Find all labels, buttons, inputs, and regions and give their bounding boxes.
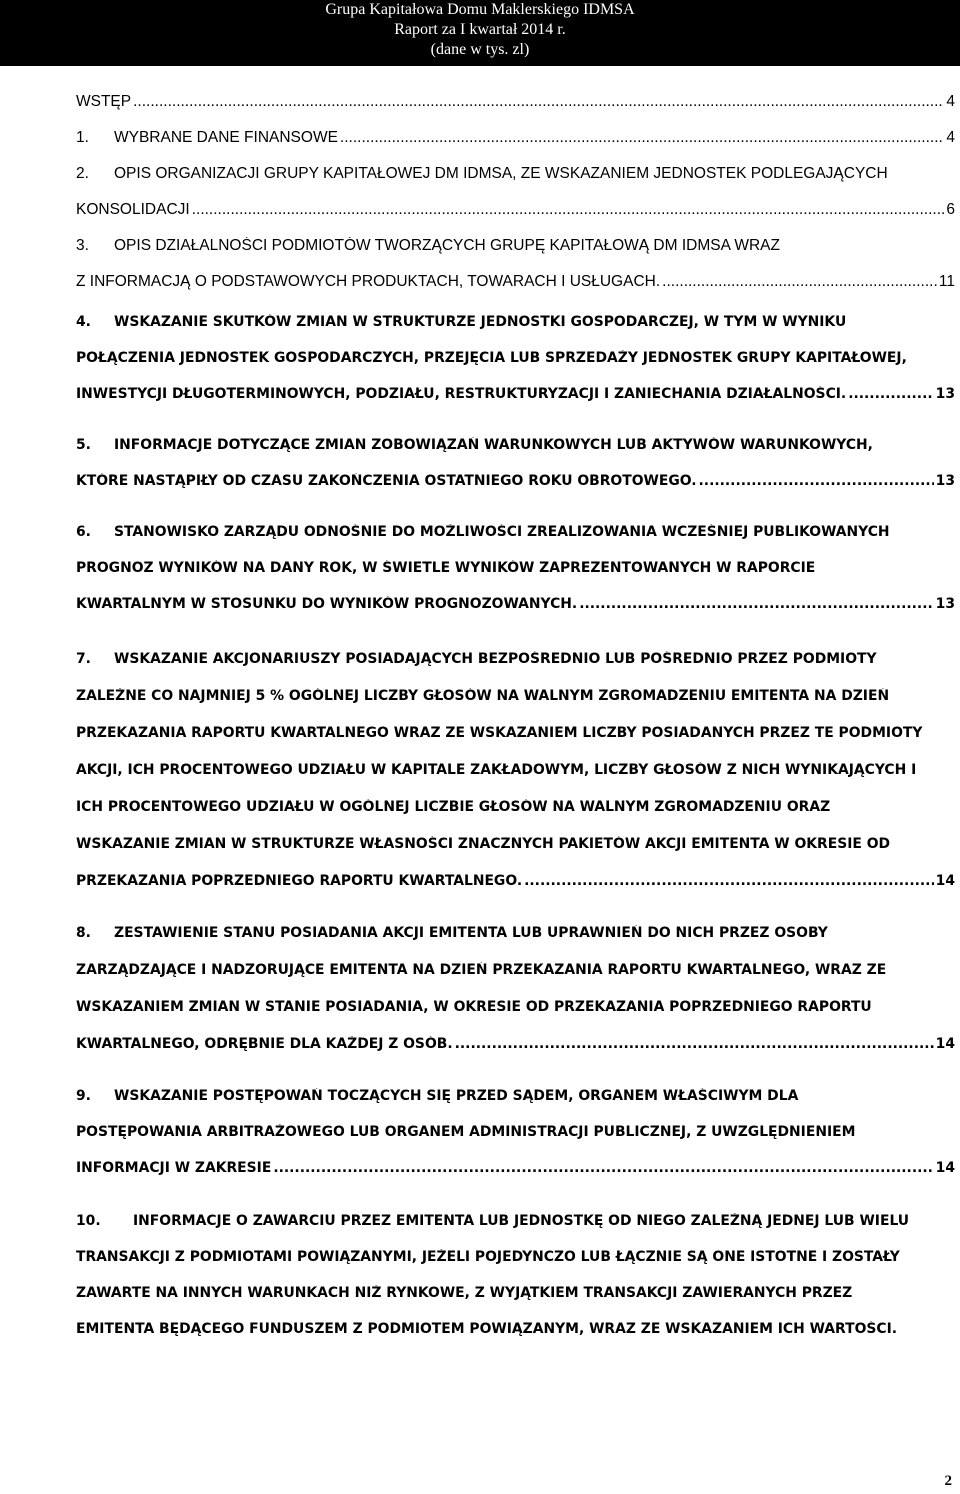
toc-label: INFORMACJI W ZAKRESIE [76,1160,272,1176]
toc-label: EMITENTA BĘDĄCEGO FUNDUSZEM Z PODMIOTEM POWIĄZANYM, WRAZ ZE WSKAZANIEM ICH WARTOŚCI. [76,1321,898,1337]
toc-number: 3. [76,237,89,254]
toc-label: AKCJI, ICH PROCENTOWEGO UDZIAŁU W KAPITALE ZAKŁADOWYM, LICZBY GŁOSÓW Z NICH WYNIKAJĄCYCH I [76,762,917,778]
toc-page: 13 [935,473,955,489]
toc-label: WSKAZANIE ZMIAN W STRUKTURZE WŁASNOŚCI ZNACZNYCH PAKIETÓW AKCJI EMITENTA W OKRESIE OD [76,836,891,852]
toc-line [76,1088,955,1122]
toc-label: ZARZĄDZAJĄCE I NADZORUJĄCE EMITENTA NA DZIEŃ PRZEKAZANIA RAPORTU KWARTALNEGO, WRAZ ZE [76,962,887,978]
toc-number: 10. [76,1213,101,1229]
toc-label: ZAWARTE NA INNYCH WARUNKACH NIŻ RYNKOWE, Z WYJĄTKIEM TRANSAKCJI ZAWIERANYCH PRZEZ [76,1285,853,1301]
toc-leader [848,386,933,402]
toc-line [76,1213,955,1247]
toc-number: 6. [76,524,91,540]
toc-page: 4 [946,129,955,146]
toc-leader [455,1036,934,1052]
toc-line [76,1321,955,1355]
toc-line [76,999,955,1033]
toc-line [76,651,955,685]
toc-page: 13 [935,596,955,612]
toc-line [76,799,955,833]
toc-line [76,725,955,759]
toc-line [76,1249,955,1283]
toc-line [76,688,955,722]
toc-line [76,165,955,199]
toc-page: 14 [935,1036,955,1052]
toc-label: WSKAZANIEM ZMIAN W STANIE POSIADANIA, W OKRESIE OD PRZEKAZANIA POPRZEDNIEGO RAPORTU [76,999,872,1015]
toc-line [76,1124,955,1158]
toc-label: TRANSAKCJI Z PODMIOTAMI POWIĄZANYMI, JEŻELI POJEDYNCZO LUB ŁĄCZNIE SĄ ONE ISTOTNE I ZOSTAŁY [76,1249,900,1265]
toc-line [76,925,955,959]
toc-leader [340,129,944,147]
toc-label: OPIS ORGANIZACJI GRUPY KAPITAŁOWEJ DM IDMSA, ZE WSKAZANIEM JEDNOSTEK PODLEGAJĄCYCH [114,165,888,182]
toc-line [76,237,955,271]
toc-line [76,386,955,420]
toc-label: STANOWISKO ZARZĄDU ODNOŚNIE DO MOŻLIWOŚCI ZREALIZOWANIA WCZEŚNIEJ PUBLIKOWANYCH [114,524,890,540]
toc-page: 13 [935,386,955,402]
toc-line [76,1036,955,1070]
toc-line [76,524,955,558]
toc-label: WSKAZANIE SKUTKÓW ZMIAN W STRUKTURZE JEDNOSTKI GOSPODARCZEJ, W TYM W WYNIKU [114,314,847,330]
toc-label: POSTĘPOWANIA ARBITRAŻOWEGO LUB ORGANEM ADMINISTRACJI PUBLICZNEJ, Z UWZGLĘDNIENIEM [76,1124,856,1140]
toc-line [76,273,955,307]
toc-label: PRZEKAZANIA RAPORTU KWARTALNEGO WRAZ ZE WSKAZANIEM LICZBY POSIADANYCH PRZEZ TE PODMIOTY [76,725,923,741]
toc-number: 4. [76,314,91,330]
toc-line [76,314,955,348]
toc-number: 8. [76,925,91,941]
toc-line [76,596,955,630]
toc-line [76,962,955,996]
toc-line [76,836,955,870]
toc-line [76,560,955,594]
toc-leader [524,873,934,889]
toc-line [76,1160,955,1194]
toc-label: WSTĘP [76,93,132,110]
toc-label: POŁĄCZENIA JEDNOSTEK GOSPODARCZYCH, PRZEJĘCIA LUB SPRZEDAŻY JEDNOSTEK GRUPY KAPITAŁOWEJ, [76,350,907,366]
toc-leader [192,201,945,219]
toc-label: WSKAZANIE AKCJONARIUSZY POSIADAJĄCYCH BEZPOŚREDNIO LUB POŚREDNIO PRZEZ PODMIOTY [114,651,877,667]
toc-line [76,437,955,471]
toc-label: WSKAZANIE POSTĘPOWAŃ TOCZĄCYCH SIĘ PRZED SĄDEM, ORGANEM WŁAŚCIWYM DLA [114,1088,799,1104]
page-number: 2 [944,1473,952,1489]
toc-line [76,1285,955,1319]
toc-label: KTÓRE NASTĄPIŁY OD CZASU ZAKOŃCZENIA OSTATNIEGO ROKU OBROTOWEGO. [76,473,697,489]
toc-page: 6 [946,201,955,218]
toc-entry-intro[interactable] [76,93,955,127]
toc-label: KWARTALNYM W STOSUNKU DO WYNIKÓW PROGNOZOWANYCH. [76,596,578,612]
header-units: (dane w tys. zl) [430,41,530,58]
toc-page: 14 [935,1160,955,1176]
toc-label: ZALEŻNE CO NAJMNIEJ 5 % OGÓLNEJ LICZBY GŁOSÓW NA WALNYM ZGROMADZENIU EMITENTA NA DZIEŃ [76,688,890,704]
toc-page: 14 [935,873,955,889]
document-header [0,0,960,66]
toc-page: 4 [946,93,955,110]
toc-number: 1. [76,129,89,146]
toc-leader [273,1160,933,1176]
header-company: Grupa Kapitałowa Domu Maklerskiego IDMSA [325,1,635,18]
toc-label: WYBRANE DANE FINANSOWE [114,129,338,146]
toc-line [76,350,955,384]
toc-label: KWARTALNEGO, ODRĘBNIE DLA KAŻDEJ Z OSÓB. [76,1036,453,1052]
toc-label: ICH PROCENTOWEGO UDZIAŁU W OGÓLNEJ LICZBIE GŁOSÓW NA WALNYM ZGROMADZENIU ORAZ [76,799,831,815]
toc-line [76,201,955,235]
toc-leader [133,93,944,111]
toc-page: 11 [938,273,955,290]
toc-leader [579,596,933,612]
toc-label: INFORMACJE O ZAWARCIU PRZEZ EMITENTA LUB JEDNOSTKĘ OD NIEGO ZALEŻNĄ JEDNEJ LUB WIELU [133,1213,910,1229]
toc-label: Z INFORMACJĄ O PODSTAWOWYCH PRODUKTACH, TOWARACH I USŁUGACH. [76,273,661,290]
toc-number: 9. [76,1088,91,1104]
toc-leader [662,273,937,291]
toc-label: KONSOLIDACJI [76,201,190,218]
toc-line [76,873,955,907]
toc-leader [699,473,934,489]
toc-entry-1[interactable] [76,129,955,163]
toc-number: 7. [76,651,91,667]
toc-label: INWESTYCJI DŁUGOTERMINOWYCH, PODZIAŁU, RESTRUKTURYZACJI I ZANIECHANIA DZIAŁALNOŚCI. [76,386,847,402]
toc-line [76,473,955,507]
toc-label: OPIS DZIAŁALNOŚCI PODMIOTÓW TWORZĄCYCH GRUPĘ KAPITAŁOWĄ DM IDMSA WRAZ [114,237,780,254]
toc-number: 5. [76,437,91,453]
toc-label: PROGNOZ WYNIKÓW NA DANY ROK, W ŚWIETLE WYNIKÓW ZAPREZENTOWANYCH W RAPORCIE [76,560,816,576]
toc-label: ZESTAWIENIE STANU POSIADANIA AKCJI EMITENTA LUB UPRAWNIEŃ DO NICH PRZEZ OSOBY [114,925,828,941]
toc-label: PRZEKAZANIA POPRZEDNIEGO RAPORTU KWARTALNEGO. [76,873,523,889]
toc-line [76,762,955,796]
header-report: Raport za I kwartał 2014 r. [394,21,566,38]
toc-label: INFORMACJE DOTYCZĄCE ZMIAN ZOBOWIĄZAŃ WARUNKOWYCH LUB AKTYWÓW WARUNKOWYCH, [114,437,873,453]
toc-number: 2. [76,165,89,182]
